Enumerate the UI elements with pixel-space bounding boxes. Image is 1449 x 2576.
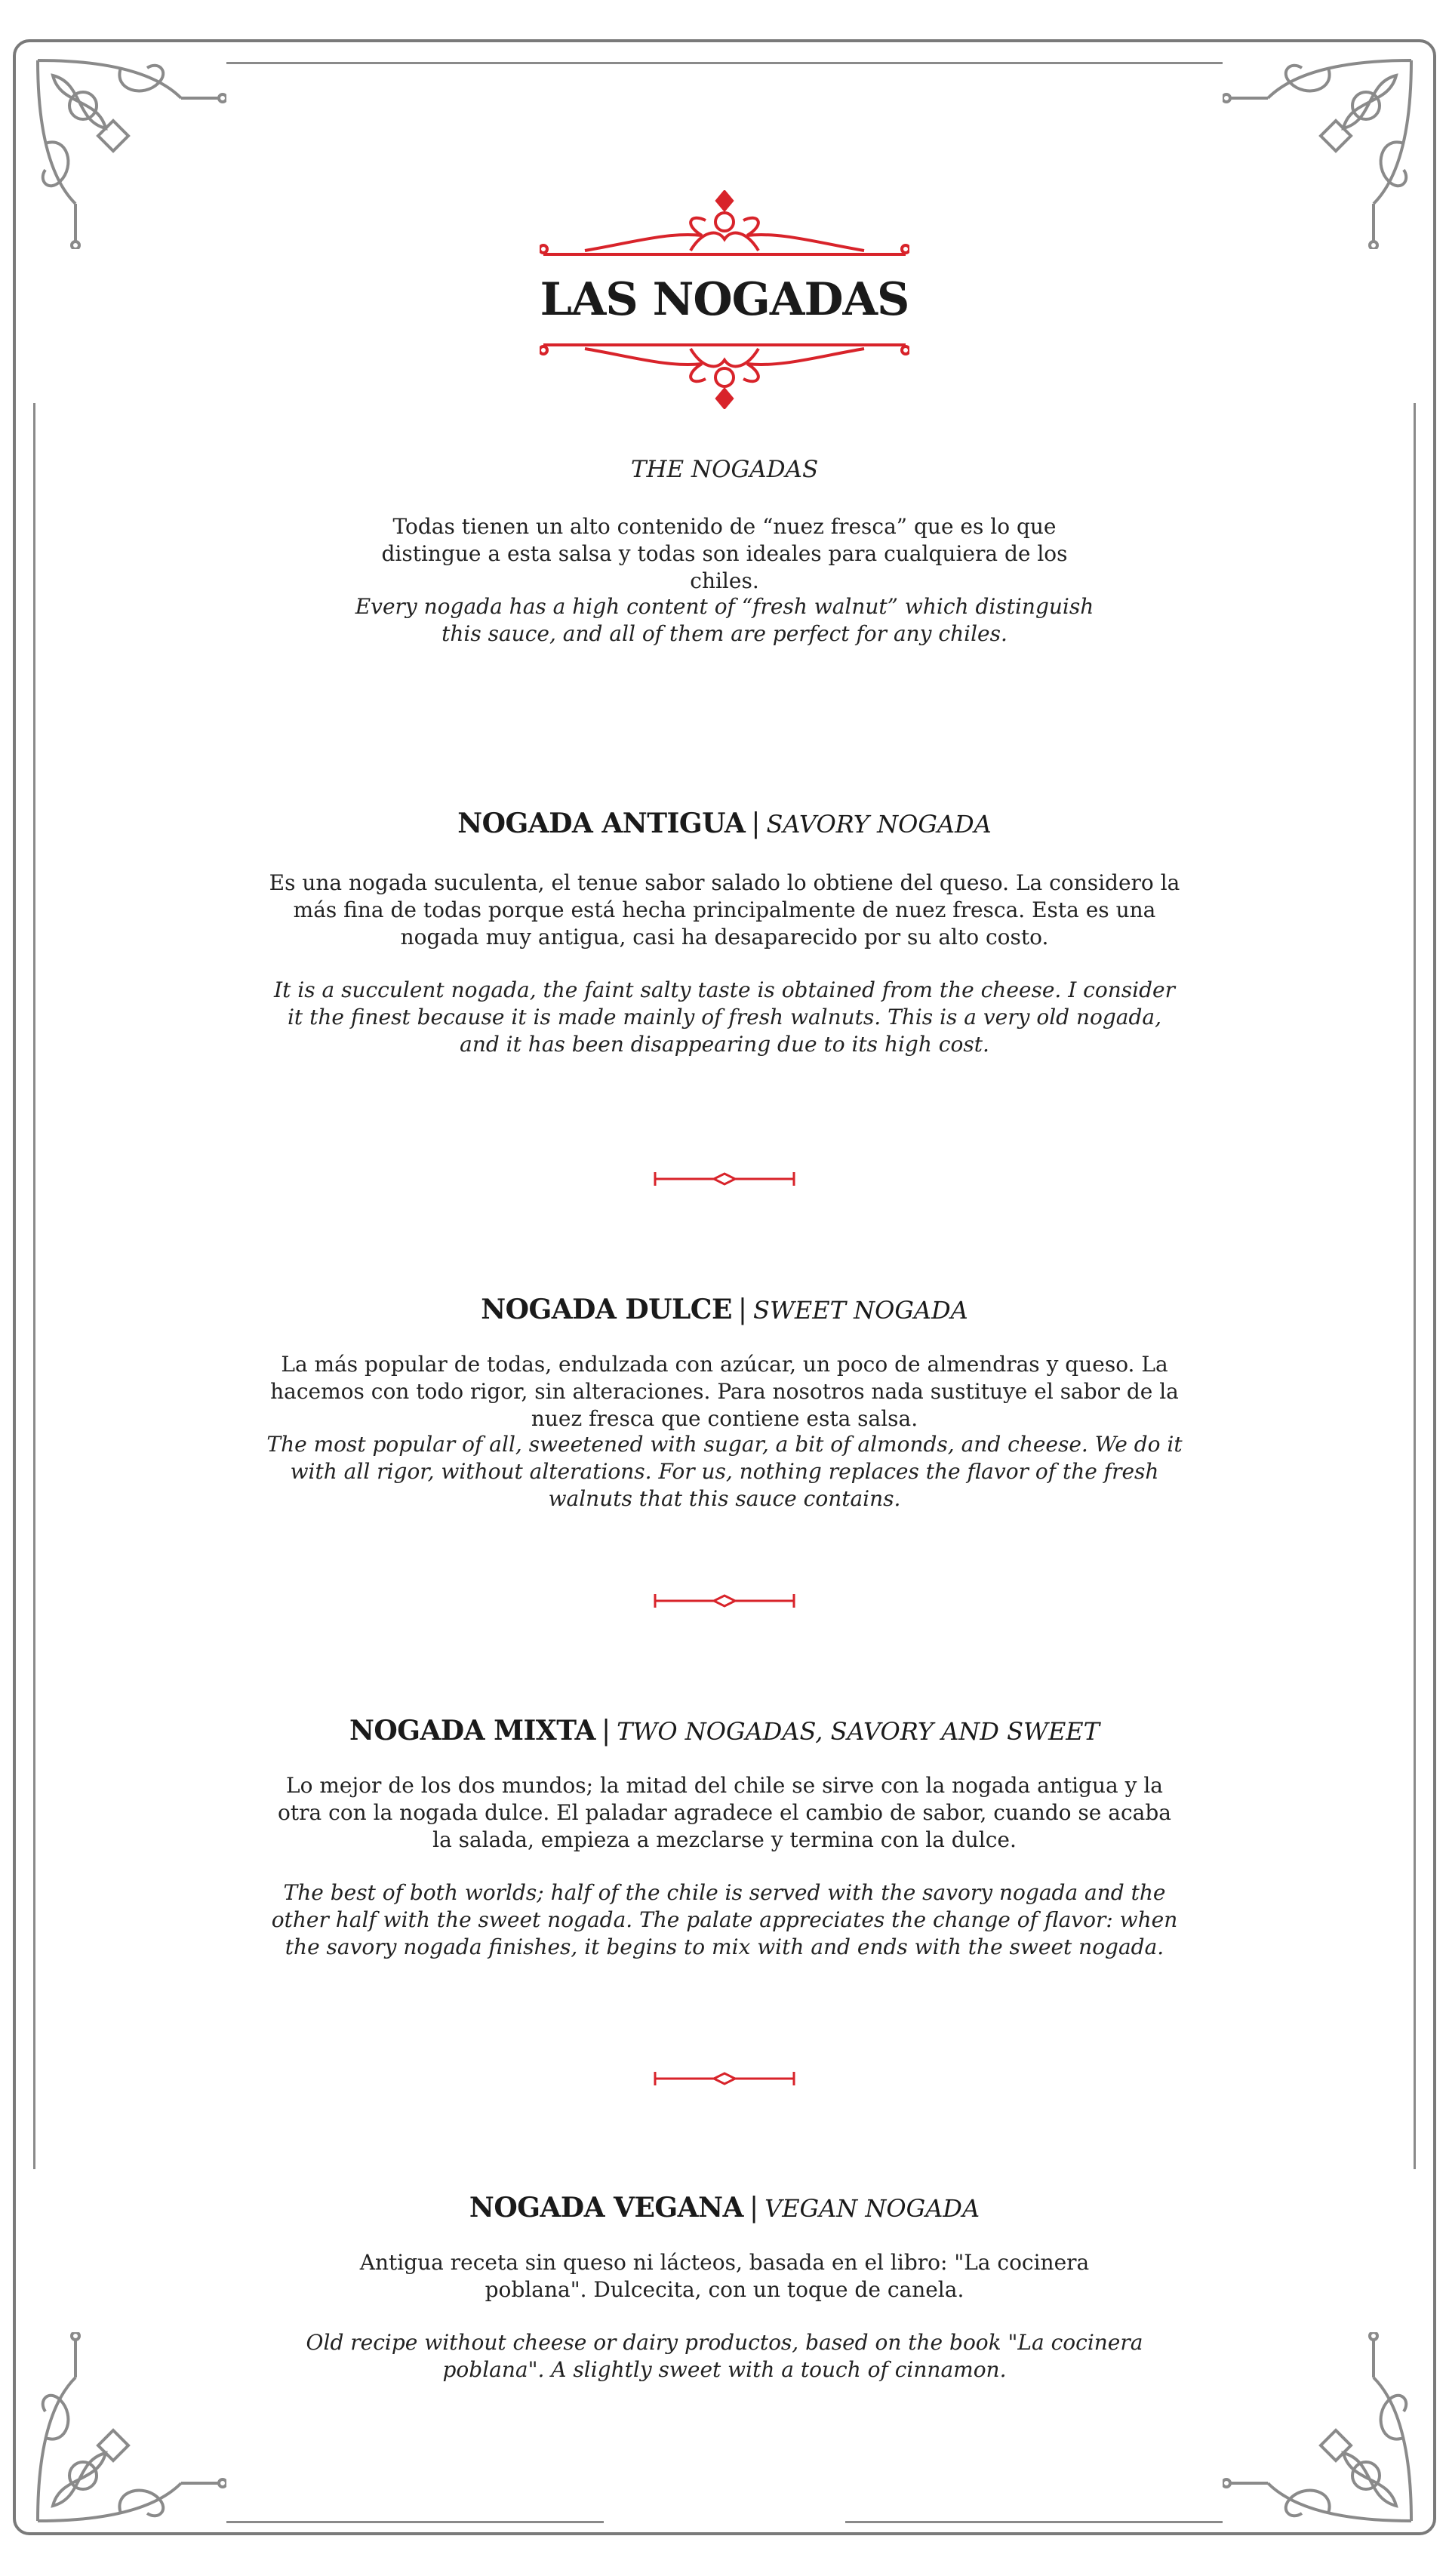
section-heading-antigua bbox=[0, 808, 1449, 839]
heading-separator: | bbox=[737, 1294, 748, 1325]
section-text-en: The best of both worlds; half of the chile is served with the savory nogada and the other half with the sweet nogada. The palate appreciates the change of flavor: when the savory nogada finishes, it begins to mix with and ends with the sweet nogada. bbox=[271, 1880, 1178, 1959]
section-text-es: Lo mejor de los dos mundos; la mitad del chile se sirve con la nogada antigua y la otra con la nogada dulce. El paladar agradece el cambio de sabor, cuando se acaba la salada, empieza a mezclarse y termina con la dulce. bbox=[278, 1773, 1171, 1852]
section-name-en: SWEET NOGADA bbox=[753, 1296, 968, 1325]
section-text-es: La más popular de todas, endulzada con azúcar, un poco de almendras y queso. La hacemos con todo rigor, sin alteraciones. Para nosotros nada sustituye el sabor de la nuez fresca que contiene esta salsa. bbox=[270, 1352, 1179, 1431]
heading-separator: | bbox=[749, 2193, 759, 2224]
section-name-es: NOGADA ANTIGUA bbox=[457, 808, 746, 839]
section-divider bbox=[654, 2070, 795, 2087]
title-ornament-top bbox=[540, 190, 909, 258]
intro-text-en: Every nogada has a high content of “fresh walnut” which distinguish this sauce, and all of them are perfect for any chiles. bbox=[355, 594, 1094, 646]
section-heading-mixta bbox=[0, 1715, 1449, 1747]
heading-separator: | bbox=[751, 808, 761, 839]
title-ornament-bottom bbox=[540, 341, 909, 409]
page-title: LAS NOGADAS bbox=[540, 273, 909, 326]
heading-separator: | bbox=[601, 1716, 611, 1747]
section-text-en: The most popular of all, sweetened with sugar, a bit of almonds, and cheese. We do it with all rigor, without alterations. For us, nothing replaces the flavor of the fresh walnuts that this sauce contains. bbox=[266, 1432, 1183, 1511]
intro-heading: THE NOGADAS bbox=[630, 456, 819, 483]
section-text-en: Old recipe without cheese or dairy productos, based on the book "La cocinera poblana". A slightly sweet with a touch of cinnamon. bbox=[306, 2330, 1143, 2382]
section-text-en: It is a succulent nogada, the faint salty taste is obtained from the cheese. I consider it the finest because it is made mainly of fresh walnuts. This is a very old nogada, and it has been disappearing due to its high cost. bbox=[274, 977, 1175, 1057]
intro-text-es: Todas tienen un alto contenido de “nuez fresca” que es lo que distingue a esta salsa y todas son ideales para cualquiera de los chiles. bbox=[381, 514, 1068, 593]
section-name-en: TWO NOGADAS, SAVORY AND SWEET bbox=[617, 1717, 1100, 1746]
section-name-es: NOGADA VEGANA bbox=[469, 2192, 743, 2224]
section-heading-dulce bbox=[0, 1294, 1449, 1325]
section-name-en: VEGAN NOGADA bbox=[764, 2194, 980, 2223]
section-heading-vegana bbox=[0, 2192, 1449, 2224]
section-name-es: NOGADA MIXTA bbox=[349, 1715, 595, 1747]
section-name-es: NOGADA DULCE bbox=[481, 1294, 732, 1325]
section-divider bbox=[654, 1171, 795, 1187]
section-text-es: Antigua receta sin queso ni lácteos, basada en el libro: "La cocinera poblana". Dulcecita, con un toque de canela. bbox=[359, 2250, 1090, 2302]
section-name-en: SAVORY NOGADA bbox=[766, 810, 992, 839]
section-text-es: Es una nogada suculenta, el tenue sabor salado lo obtiene del queso. La considero la más fina de todas porque está hecha principalmente de nuez fresca. Esta es una nogada muy antigua, casi ha desaparecido por su alto costo. bbox=[269, 870, 1180, 949]
section-divider bbox=[654, 1593, 795, 1609]
